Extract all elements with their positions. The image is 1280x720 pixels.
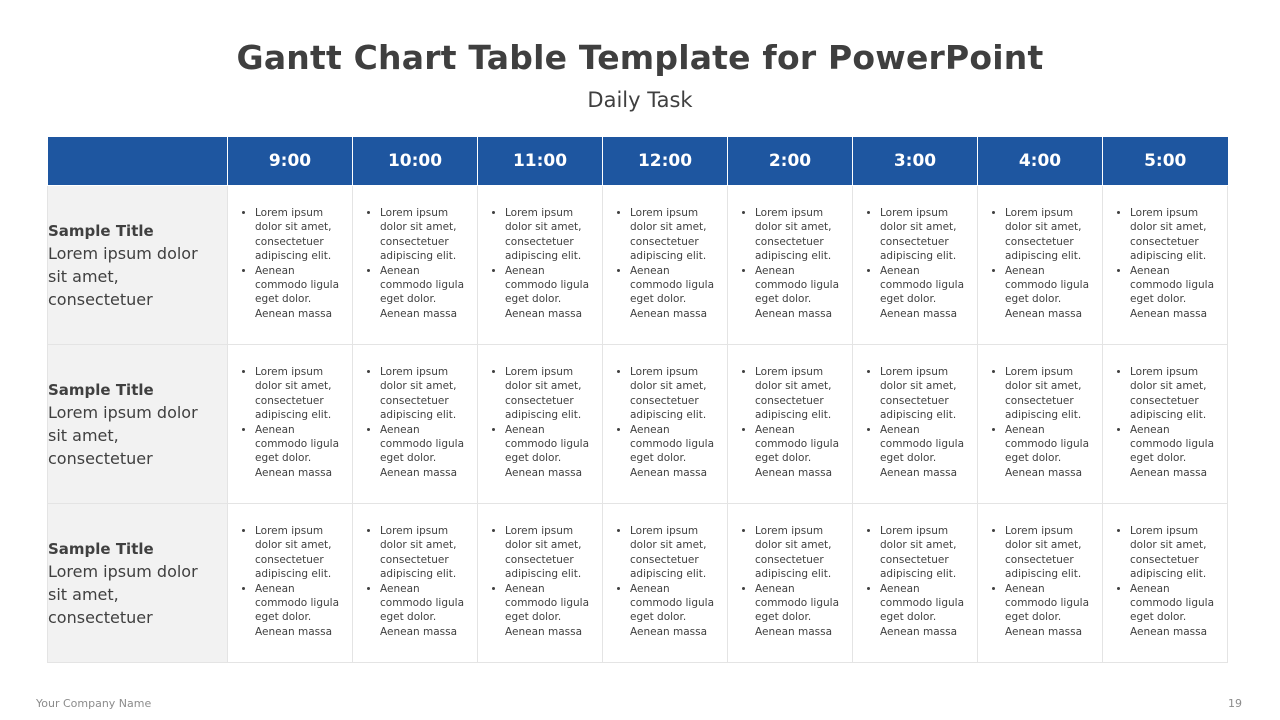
task-bullet-list bbox=[478, 365, 602, 480]
task-bullet: • Aenean commodo ligula eget dolor. Aenean massa bbox=[1005, 423, 1096, 481]
task-bullet: • Lorem ipsum dolor sit amet, consectetuer adipiscing elit. bbox=[255, 524, 346, 582]
task-bullet: • Aenean commodo ligula eget dolor. Aenean massa bbox=[255, 423, 346, 481]
task-bullet: • Aenean commodo ligula eget dolor. Aenean massa bbox=[255, 582, 346, 640]
task-bullet: • Lorem ipsum dolor sit amet, consectetuer adipiscing elit. bbox=[1130, 524, 1221, 582]
column-header: 11:00 bbox=[478, 137, 603, 186]
task-bullet: • Aenean commodo ligula eget dolor. Aenean massa bbox=[755, 423, 846, 481]
task-cell bbox=[228, 345, 353, 504]
task-bullet-list bbox=[228, 524, 352, 639]
gantt-table bbox=[47, 137, 1228, 663]
task-cell bbox=[478, 504, 603, 663]
task-bullet: • Aenean commodo ligula eget dolor. Aenean massa bbox=[380, 423, 471, 481]
task-cell bbox=[728, 504, 853, 663]
task-bullet: • Aenean commodo ligula eget dolor. Aenean massa bbox=[880, 423, 971, 481]
row-label-cell bbox=[48, 345, 228, 504]
task-bullet: • Aenean commodo ligula eget dolor. Aenean massa bbox=[755, 582, 846, 640]
task-bullet: • Lorem ipsum dolor sit amet, consectetuer adipiscing elit. bbox=[505, 524, 596, 582]
task-cell bbox=[853, 186, 978, 345]
task-bullet: • Lorem ipsum dolor sit amet, consectetuer adipiscing elit. bbox=[1130, 365, 1221, 423]
task-bullet-list bbox=[228, 206, 352, 321]
row-label-cell bbox=[48, 186, 228, 345]
task-bullet-list bbox=[353, 524, 477, 639]
task-cell bbox=[978, 186, 1103, 345]
task-bullet-list bbox=[353, 365, 477, 480]
task-cell bbox=[228, 504, 353, 663]
task-bullet-list bbox=[853, 365, 977, 480]
slide-title: Gantt Chart Table Template for PowerPoint bbox=[236, 38, 1044, 77]
task-bullet: • Lorem ipsum dolor sit amet, consectetuer adipiscing elit. bbox=[755, 365, 846, 423]
task-cell bbox=[353, 504, 478, 663]
task-bullet: • Lorem ipsum dolor sit amet, consectetuer adipiscing elit. bbox=[880, 365, 971, 423]
column-header: 9:00 bbox=[228, 137, 353, 186]
task-bullet-list bbox=[978, 365, 1102, 480]
task-bullet: • Lorem ipsum dolor sit amet, consectetuer adipiscing elit. bbox=[880, 206, 971, 264]
footer-company: Your Company Name bbox=[36, 697, 152, 710]
task-bullet: • Aenean commodo ligula eget dolor. Aenean massa bbox=[505, 423, 596, 481]
task-cell bbox=[603, 345, 728, 504]
row-description: Lorem ipsum dolor sit amet, consectetuer bbox=[48, 561, 198, 627]
task-bullet: • Aenean commodo ligula eget dolor. Aenean massa bbox=[880, 582, 971, 640]
task-cell bbox=[603, 186, 728, 345]
task-bullet-list bbox=[728, 524, 852, 639]
task-bullet-list bbox=[353, 206, 477, 321]
task-bullet: • Aenean commodo ligula eget dolor. Aenean massa bbox=[630, 264, 721, 322]
row-title: Sample Title bbox=[48, 221, 154, 240]
column-header: 12:00 bbox=[603, 137, 728, 186]
task-bullet: • Lorem ipsum dolor sit amet, consectetuer adipiscing elit. bbox=[755, 206, 846, 264]
task-cell bbox=[228, 186, 353, 345]
column-header: 5:00 bbox=[1103, 137, 1228, 186]
task-cell bbox=[478, 345, 603, 504]
table-row bbox=[48, 345, 1228, 504]
task-bullet: • Lorem ipsum dolor sit amet, consectetuer adipiscing elit. bbox=[1005, 206, 1096, 264]
task-cell bbox=[603, 504, 728, 663]
task-bullet: • Aenean commodo ligula eget dolor. Aenean massa bbox=[505, 582, 596, 640]
task-bullet-list bbox=[978, 524, 1102, 639]
task-bullet: • Lorem ipsum dolor sit amet, consectetuer adipiscing elit. bbox=[630, 524, 721, 582]
task-bullet: • Aenean commodo ligula eget dolor. Aenean massa bbox=[1130, 423, 1221, 481]
task-bullet: • Lorem ipsum dolor sit amet, consectetuer adipiscing elit. bbox=[505, 206, 596, 264]
row-description: Lorem ipsum dolor sit amet, consectetuer bbox=[48, 402, 198, 468]
task-bullet: • Lorem ipsum dolor sit amet, consectetuer adipiscing elit. bbox=[255, 365, 346, 423]
header-corner-cell bbox=[48, 137, 228, 186]
task-bullet-list bbox=[1103, 365, 1227, 480]
task-bullet: • Lorem ipsum dolor sit amet, consectetuer adipiscing elit. bbox=[1130, 206, 1221, 264]
task-bullet: • Aenean commodo ligula eget dolor. Aenean massa bbox=[1005, 264, 1096, 322]
task-cell bbox=[353, 186, 478, 345]
task-bullet: • Lorem ipsum dolor sit amet, consectetuer adipiscing elit. bbox=[380, 206, 471, 264]
task-cell bbox=[853, 504, 978, 663]
row-title: Sample Title bbox=[48, 539, 154, 558]
table-row bbox=[48, 504, 1228, 663]
task-cell bbox=[728, 186, 853, 345]
column-header: 10:00 bbox=[353, 137, 478, 186]
task-cell bbox=[1103, 504, 1228, 663]
row-description: Lorem ipsum dolor sit amet, consectetuer bbox=[48, 243, 198, 309]
row-label-cell bbox=[48, 504, 228, 663]
task-bullet: • Aenean commodo ligula eget dolor. Aenean massa bbox=[880, 264, 971, 322]
task-bullet-list bbox=[853, 206, 977, 321]
task-bullet: • Lorem ipsum dolor sit amet, consectetuer adipiscing elit. bbox=[755, 524, 846, 582]
table-row bbox=[48, 186, 1228, 345]
task-bullet: • Aenean commodo ligula eget dolor. Aenean massa bbox=[1005, 582, 1096, 640]
task-bullet: • Aenean commodo ligula eget dolor. Aenean massa bbox=[1130, 264, 1221, 322]
task-bullet: • Lorem ipsum dolor sit amet, consectetuer adipiscing elit. bbox=[1005, 365, 1096, 423]
task-bullet-list bbox=[1103, 524, 1227, 639]
task-bullet-list bbox=[728, 206, 852, 321]
task-bullet: • Aenean commodo ligula eget dolor. Aenean massa bbox=[1130, 582, 1221, 640]
task-cell bbox=[353, 345, 478, 504]
task-bullet: • Lorem ipsum dolor sit amet, consectetuer adipiscing elit. bbox=[630, 206, 721, 264]
column-header: 3:00 bbox=[853, 137, 978, 186]
header-row bbox=[48, 137, 1228, 186]
task-bullet: • Lorem ipsum dolor sit amet, consectetuer adipiscing elit. bbox=[380, 524, 471, 582]
task-bullet: • Aenean commodo ligula eget dolor. Aenean massa bbox=[630, 423, 721, 481]
task-bullet: • Aenean commodo ligula eget dolor. Aenean massa bbox=[755, 264, 846, 322]
task-bullet-list bbox=[728, 365, 852, 480]
task-bullet: • Aenean commodo ligula eget dolor. Aenean massa bbox=[630, 582, 721, 640]
task-cell bbox=[728, 345, 853, 504]
task-bullet: • Aenean commodo ligula eget dolor. Aenean massa bbox=[255, 264, 346, 322]
task-bullet: • Lorem ipsum dolor sit amet, consectetuer adipiscing elit. bbox=[630, 365, 721, 423]
slide-subtitle: Daily Task bbox=[587, 88, 693, 112]
task-bullet: • Lorem ipsum dolor sit amet, consectetuer adipiscing elit. bbox=[255, 206, 346, 264]
task-cell bbox=[978, 504, 1103, 663]
task-bullet: • Lorem ipsum dolor sit amet, consectetuer adipiscing elit. bbox=[380, 365, 471, 423]
task-cell bbox=[853, 345, 978, 504]
task-bullet: • Lorem ipsum dolor sit amet, consectetuer adipiscing elit. bbox=[880, 524, 971, 582]
task-bullet: • Aenean commodo ligula eget dolor. Aenean massa bbox=[380, 264, 471, 322]
task-cell bbox=[1103, 186, 1228, 345]
column-header: 4:00 bbox=[978, 137, 1103, 186]
task-bullet-list bbox=[478, 206, 602, 321]
task-cell bbox=[1103, 345, 1228, 504]
task-bullet: • Aenean commodo ligula eget dolor. Aenean massa bbox=[505, 264, 596, 322]
task-cell bbox=[478, 186, 603, 345]
task-bullet-list bbox=[603, 206, 727, 321]
column-header: 2:00 bbox=[728, 137, 853, 186]
task-bullet-list bbox=[603, 524, 727, 639]
task-bullet-list bbox=[228, 365, 352, 480]
task-bullet-list bbox=[978, 206, 1102, 321]
task-bullet: • Lorem ipsum dolor sit amet, consectetuer adipiscing elit. bbox=[505, 365, 596, 423]
task-bullet: • Aenean commodo ligula eget dolor. Aenean massa bbox=[380, 582, 471, 640]
task-cell bbox=[978, 345, 1103, 504]
task-bullet: • Lorem ipsum dolor sit amet, consectetuer adipiscing elit. bbox=[1005, 524, 1096, 582]
task-bullet-list bbox=[603, 365, 727, 480]
page-number: 19 bbox=[1228, 697, 1242, 710]
task-bullet-list bbox=[478, 524, 602, 639]
row-title: Sample Title bbox=[48, 380, 154, 399]
task-bullet-list bbox=[1103, 206, 1227, 321]
task-bullet-list bbox=[853, 524, 977, 639]
